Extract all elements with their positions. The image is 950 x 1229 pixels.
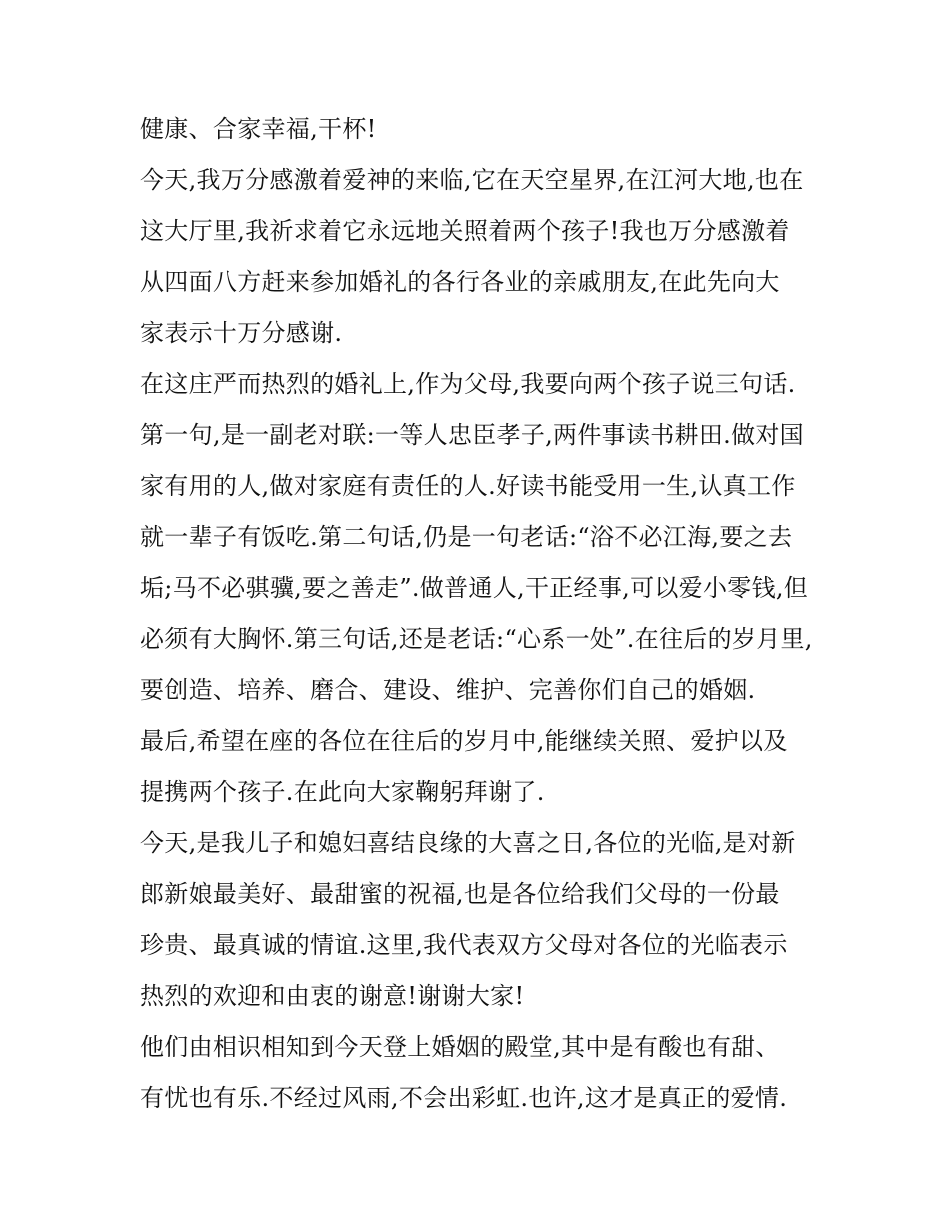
text-line: 在这庄严而热烈的婚礼上,作为父母,我要向两个孩子说三句话.: [140, 370, 796, 398]
text-line: 最后,希望在座的各位在往后的岁月中,能继续关照、爱护以及: [140, 727, 788, 755]
text-line: 郎新娘最美好、最甜蜜的祝福,也是各位给我们父母的一份最: [140, 880, 780, 908]
document-body: [140, 110, 820, 1130]
text-line: 从四面八方赶来参加婚礼的各行各业的亲戚朋友,在此先向大: [140, 268, 780, 296]
text-line: 必须有大胸怀.第三句话,还是老话:“心系一处”.在往后的岁月里,: [140, 625, 813, 653]
text-line: 垢;马不必骐骥,要之善走”.做普通人,干正经事,可以爱小零钱,但: [140, 574, 809, 602]
text-line: 第一句,是一副老对联:一等人忠臣孝子,两件事读书耕田.做对国: [140, 421, 804, 449]
text-line: 今天,是我儿子和媳妇喜结良缘的大喜之日,各位的光临,是对新: [140, 829, 796, 857]
text-line: 这大厅里,我祈求着它永远地关照着两个孩子!我也万分感激着: [140, 217, 790, 245]
text-line: 他们由相识相知到今天登上婚姻的殿堂,其中是有酸也有甜、: [140, 1033, 780, 1061]
text-line: 今天,我万分感激着爱神的来临,它在天空星界,在江河大地,也在: [140, 166, 804, 194]
text-line: 热烈的欢迎和由衷的谢意!谢谢大家!: [140, 982, 525, 1010]
text-line: 提携两个孩子.在此向大家鞠躬拜谢了.: [140, 778, 545, 806]
text-line: 珍贵、最真诚的情谊.这里,我代表双方父母对各位的光临表示: [140, 931, 788, 959]
text-line: 就一辈子有饭吃.第二句话,仍是一句老话:“浴不必江海,要之去: [140, 523, 793, 551]
text-line: 健康、合家幸福,干杯!: [140, 115, 377, 143]
text-line: 要创造、培养、磨合、建设、维护、完善你们自己的婚姻.: [140, 676, 756, 704]
text-line: 有忧也有乐.不经过风雨,不会出彩虹.也许,这才是真正的爱情.: [140, 1084, 788, 1112]
text-line: 家有用的人,做对家庭有责任的人.好读书能受用一生,认真工作: [140, 472, 796, 500]
text-line: 家表示十万分感谢.: [140, 319, 343, 347]
